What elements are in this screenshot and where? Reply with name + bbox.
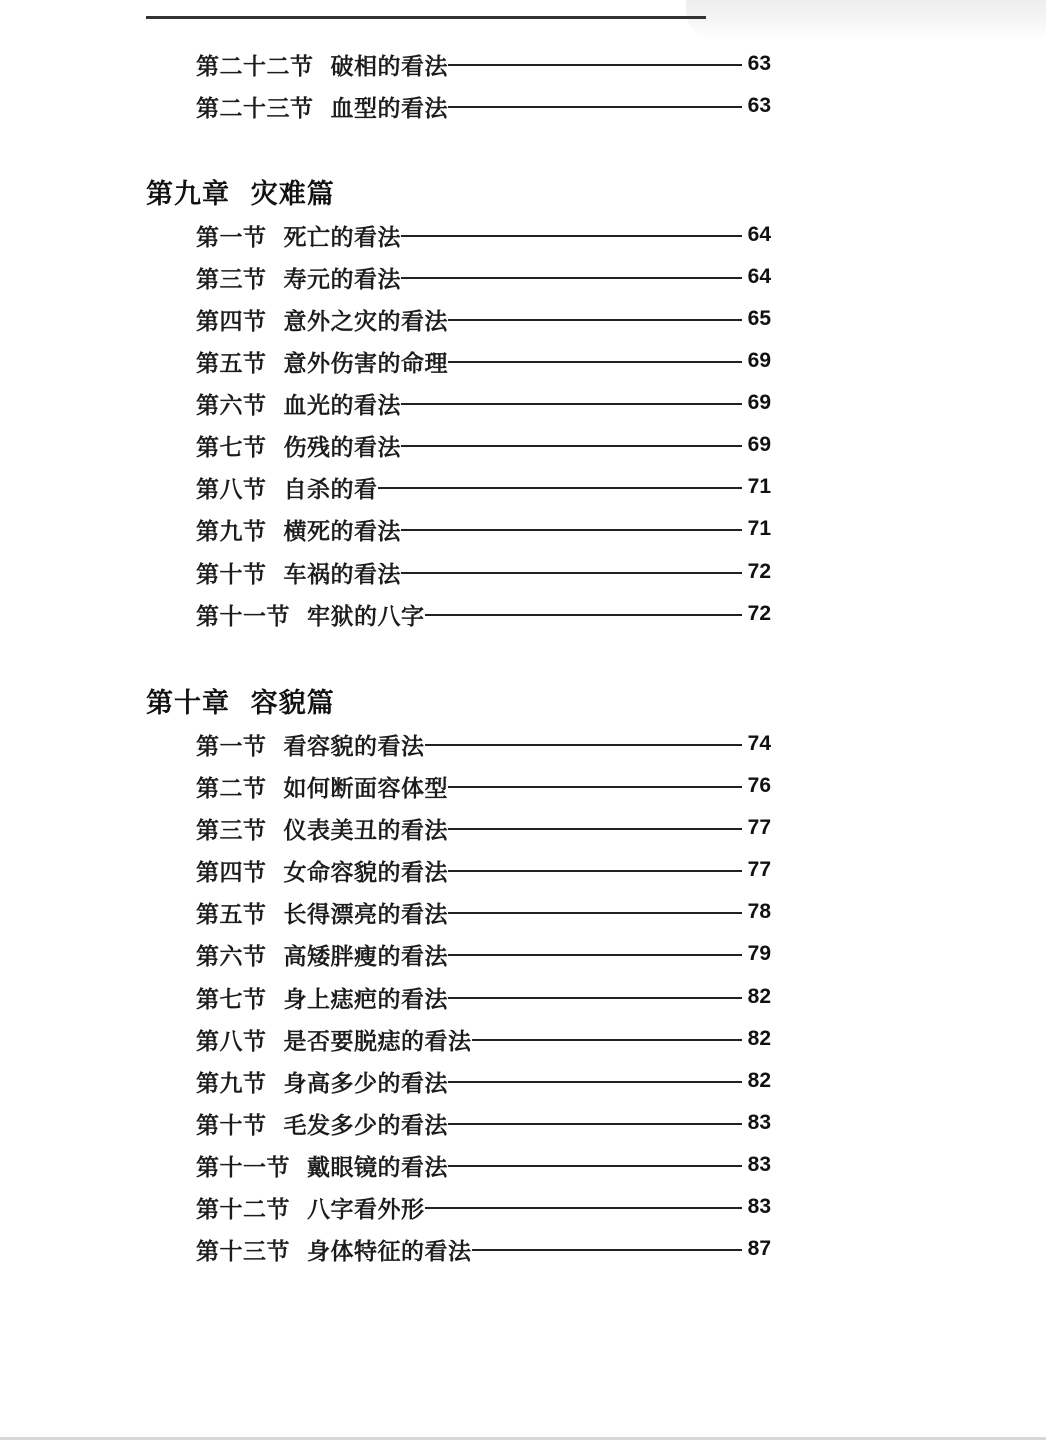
toc-entry-page: 82 [747, 1069, 771, 1092]
toc-entry[interactable] [196, 386, 771, 420]
toc-entry[interactable] [196, 470, 771, 504]
toc-entry-title: 第十二节 八字看外形 [196, 1196, 425, 1223]
toc-entry-title: 第二十三节 血型的看法 [196, 95, 449, 122]
toc-entry-page: 82 [747, 1027, 771, 1050]
chapter-title[interactable]: 第十章 容貌篇 [146, 688, 335, 719]
toc-entry-page: 83 [747, 1195, 771, 1218]
leader-line [448, 1081, 742, 1083]
toc-entry-page: 65 [747, 307, 771, 330]
leader-line [401, 529, 742, 531]
toc-entry-page: 82 [747, 985, 771, 1008]
leader-line [401, 572, 742, 574]
toc-entry[interactable] [196, 769, 771, 803]
toc-entry-page: 72 [747, 602, 771, 625]
toc-entry-page: 63 [747, 94, 771, 117]
leader-line [401, 445, 742, 447]
toc-entry[interactable] [196, 218, 771, 252]
toc-entry[interactable] [196, 1190, 771, 1224]
toc-entry[interactable] [196, 1106, 771, 1140]
toc-entry-title: 第五节 长得漂亮的看法 [196, 901, 449, 928]
toc-entry-title: 第二十二节 破相的看法 [196, 53, 449, 80]
toc-entry-page: 83 [747, 1111, 771, 1134]
leader-line [448, 319, 742, 321]
chapter-title[interactable]: 第九章 灾难篇 [146, 179, 335, 210]
toc-entry-title: 第三节 寿元的看法 [196, 266, 402, 293]
toc-entry-title: 第九节 身高多少的看法 [196, 1070, 449, 1097]
toc-entry-title: 第八节 自杀的看 [196, 476, 378, 503]
toc-entry[interactable] [196, 89, 771, 123]
toc-entry[interactable] [196, 344, 771, 378]
leader-line [448, 997, 742, 999]
toc-entry-title: 第六节 高矮胖瘦的看法 [196, 943, 449, 970]
toc-entry-page: 69 [747, 391, 771, 414]
leader-line [448, 106, 742, 108]
toc-entry[interactable] [196, 937, 771, 971]
toc-entry-page: 83 [747, 1153, 771, 1176]
toc-entry-page: 76 [747, 774, 771, 797]
toc-entry-page: 72 [747, 560, 771, 583]
leader-line [401, 235, 742, 237]
toc-entry-title: 第七节 伤残的看法 [196, 434, 402, 461]
toc-entry[interactable] [196, 980, 771, 1014]
toc-entry-title: 第七节 身上痣疤的看法 [196, 986, 449, 1013]
toc-entry-title: 第六节 血光的看法 [196, 392, 402, 419]
leader-line [448, 64, 742, 66]
toc-entry[interactable] [196, 853, 771, 887]
leader-line [472, 1039, 742, 1041]
leader-line [425, 744, 742, 746]
toc-entry-title: 第十节 车祸的看法 [196, 561, 402, 588]
leader-line [448, 828, 742, 830]
toc-entry[interactable] [196, 811, 771, 845]
leader-line [425, 1207, 742, 1209]
page-corner-shadow [686, 0, 1046, 40]
toc-entry-page: 78 [747, 900, 771, 923]
toc-entry-title: 第八节 是否要脱痣的看法 [196, 1028, 472, 1055]
toc-entry[interactable] [196, 1022, 771, 1056]
toc-entry[interactable] [196, 895, 771, 929]
toc-entry-page: 79 [747, 942, 771, 965]
toc-entry-page: 64 [747, 223, 771, 246]
leader-line [448, 912, 742, 914]
leader-line [448, 1123, 742, 1125]
toc-entry-page: 69 [747, 433, 771, 456]
leader-line [472, 1249, 742, 1251]
leader-line [448, 361, 742, 363]
toc-entry[interactable] [196, 597, 771, 631]
toc-entry[interactable] [196, 512, 771, 546]
toc-entry-page: 77 [747, 816, 771, 839]
toc-entry[interactable] [196, 302, 771, 336]
toc-entry-title: 第一节 看容貌的看法 [196, 733, 425, 760]
toc-entry-title: 第十一节 牢狱的八字 [196, 603, 425, 630]
toc-entry-page: 63 [747, 52, 771, 75]
toc-entry[interactable] [196, 428, 771, 462]
toc-entry-title: 第十节 毛发多少的看法 [196, 1112, 449, 1139]
toc-entry-title: 第九节 横死的看法 [196, 518, 402, 545]
toc-entry-title: 第十三节 身体特征的看法 [196, 1238, 472, 1265]
toc-entry[interactable] [196, 1148, 771, 1182]
leader-line [448, 954, 742, 956]
toc-entry[interactable] [196, 47, 771, 81]
toc-entry-title: 第五节 意外伤害的命理 [196, 350, 449, 377]
toc-entry-page: 71 [747, 517, 771, 540]
toc-entry-title: 第三节 仪表美丑的看法 [196, 817, 449, 844]
toc-entry-page: 74 [747, 732, 771, 755]
leader-line [378, 487, 742, 489]
toc-entry[interactable] [196, 1064, 771, 1098]
toc-entry-page: 69 [747, 349, 771, 372]
toc-entry[interactable] [196, 727, 771, 761]
leader-line [448, 870, 742, 872]
toc-entry-title: 第二节 如何断面容体型 [196, 775, 449, 802]
toc-entry-title: 第四节 女命容貌的看法 [196, 859, 449, 886]
toc-entry[interactable] [196, 260, 771, 294]
leader-line [425, 614, 742, 616]
toc-entry-page: 64 [747, 265, 771, 288]
header-rule [146, 16, 706, 19]
toc-entry[interactable] [196, 1232, 771, 1266]
toc-entry-page: 71 [747, 475, 771, 498]
leader-line [401, 277, 742, 279]
leader-line [401, 403, 742, 405]
leader-line [448, 1165, 742, 1167]
toc-entry[interactable] [196, 555, 771, 589]
leader-line [448, 786, 742, 788]
toc-entry-page: 87 [747, 1237, 771, 1260]
toc-entry-title: 第四节 意外之灾的看法 [196, 308, 449, 335]
toc-entry-title: 第十一节 戴眼镜的看法 [196, 1154, 449, 1181]
toc-entry-page: 77 [747, 858, 771, 881]
toc-entry-title: 第一节 死亡的看法 [196, 224, 402, 251]
